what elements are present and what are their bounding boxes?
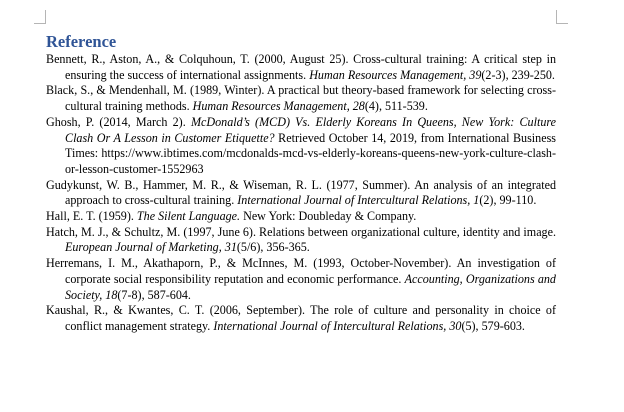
reference-italic-text: International Journal of Intercultural Relations, 1 <box>237 193 480 208</box>
reference-text: Gudykunst, W. B., Hammer, M. R., & Wiseman, R. L. (1977, Summer). An analysis of an integrated approach to cross-cultural training. <box>46 177 556 208</box>
crop-mark-top-left <box>34 10 46 24</box>
reference-italic-text: European Journal of Marketing, 31 <box>65 240 237 255</box>
document-body[interactable] <box>46 32 556 335</box>
reference-italic-text: Human Resources Management, 28 <box>192 99 365 114</box>
reference-italic-text: McDonald’s (MCD) Vs. Elderly Koreans In Queens, New York: Culture Clash Or A Lesson in Customer Etiquette? <box>65 114 556 145</box>
reference-text: Ghosh, P. (2014, March 2). <box>46 114 191 129</box>
reference-text: (5/6), 356-365. <box>236 240 310 255</box>
crop-mark-top-right <box>556 10 568 24</box>
reference-text: (2), 99-110. <box>479 193 537 208</box>
reference-entry <box>46 52 556 83</box>
reference-text: Hall, E. T. (1959). <box>46 209 137 224</box>
reference-entry <box>46 209 556 225</box>
reference-text: (7-8), 587-604. <box>117 287 191 302</box>
reference-entry <box>46 115 556 178</box>
reference-italic-text: Human Resources Management, 39 <box>309 67 482 82</box>
reference-text: New York: Doubleday & Company. <box>240 209 417 224</box>
reference-text: (4), 511-539. <box>364 99 428 114</box>
reference-text: Herremans, I. M., Akathaporn, P., & McInnes, M. (1993, October-November). An investigation of corporate social responsibility reputation and economic performance. <box>46 256 556 286</box>
reference-text: (2-3), 239-250. <box>481 67 555 82</box>
reference-entry <box>46 178 556 209</box>
reference-italic-text: Accounting, Organizations and Society, 18 <box>65 271 556 302</box>
reference-text: (5), 579-603. <box>461 318 525 333</box>
reference-italic-text: The Silent Language. <box>136 209 241 224</box>
reference-italic-text: International Journal of Intercultural Relations, 30 <box>213 318 462 333</box>
reference-text: Black, S., & Mendenhall, M. (1989, Winter). A practical but theory-based framework for selecting cross-cultural training methods. <box>46 83 556 114</box>
reference-heading: Reference <box>46 32 117 51</box>
reference-text: Retrieved October 14, 2019, from International Business Times: https://www.ibtimes.com/mcdonalds-mcd-vs-elderly-koreans-queens-new-york-culture-clash-or-lesson-customer-1552963 <box>65 130 556 176</box>
reference-entry <box>46 225 556 256</box>
reference-entry <box>46 83 556 114</box>
reference-text: Hatch, M. J., & Schultz, M. (1997, June 6). Relations between organizational culture, identity and image. <box>46 224 556 239</box>
reference-text: Kaushal, R., & Kwantes, C. T. (2006, September). The role of culture and personality in choice of conflict management strategy. <box>46 303 556 333</box>
reference-text: Bennett, R., Aston, A., & Colquhoun, T. (2000, August 25). Cross-cultural training: A critical step in ensuring the success of international assignments. <box>46 52 556 82</box>
reference-entry <box>46 256 556 303</box>
reference-entry <box>46 303 556 334</box>
reference-list <box>46 52 556 335</box>
